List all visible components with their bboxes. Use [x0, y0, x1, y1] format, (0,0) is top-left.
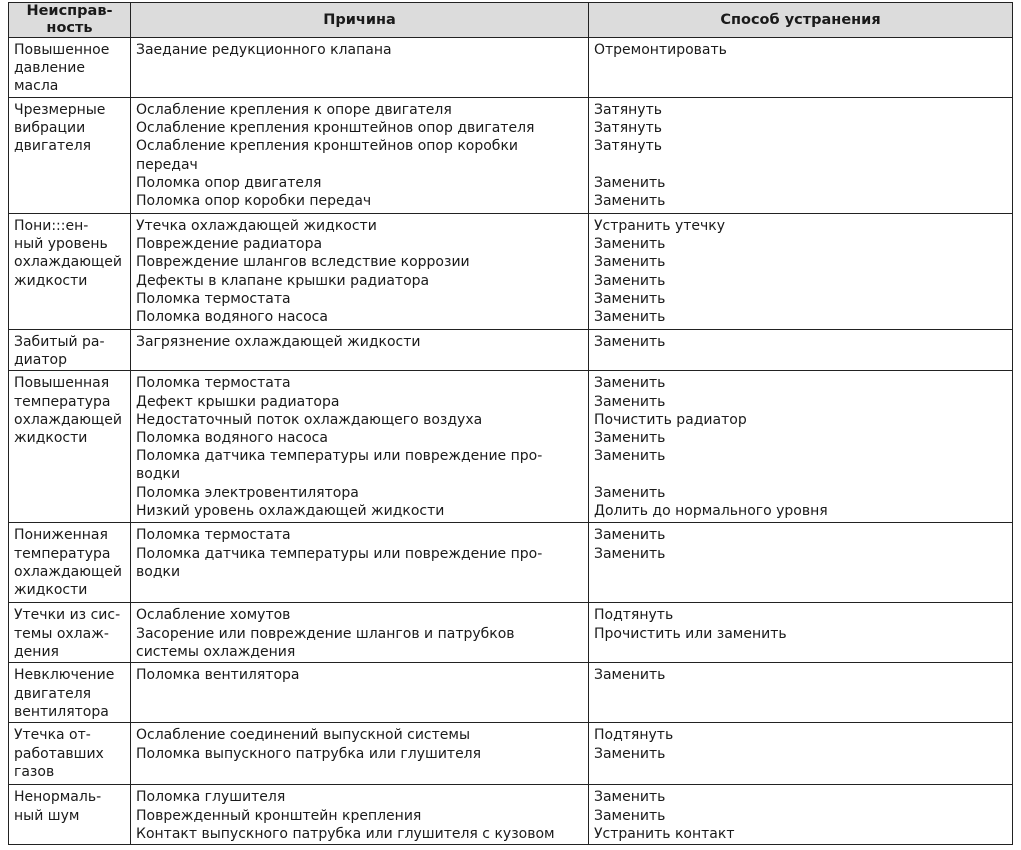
remedy-line: Заменить — [594, 375, 666, 392]
remedy-line: Прочистить или заменить — [594, 625, 787, 642]
table-row — [9, 98, 1013, 214]
remedy-line: Долить до нормального уровня — [594, 502, 828, 519]
cause-line: Ослабление крепления кронштейнов опор двигателя — [136, 120, 535, 137]
remedy-line — [594, 156, 1007, 174]
cause-line: Дефект крышки радиатора — [136, 393, 340, 410]
fault-line: Невключение — [14, 667, 115, 684]
remedy-line: Подтянуть — [594, 727, 674, 744]
remedy-line: Заменить — [594, 174, 666, 191]
fault-line: Повышенное — [14, 42, 110, 58]
cause-line: Ослабление хомутов — [136, 607, 291, 624]
remedy-cell — [589, 523, 1013, 603]
table-body — [9, 38, 1013, 845]
cause-line: Контакт выпускного патрубка или глушителя с кузовом — [136, 825, 555, 842]
remedy-cell — [589, 98, 1013, 214]
fault-cell — [9, 603, 131, 663]
cause-cell — [131, 785, 589, 845]
cause-line: Поломка опор коробки передач — [136, 193, 372, 210]
remedy-line: Заменить — [594, 334, 666, 350]
remedy-line: Заменить — [594, 254, 666, 271]
remedy-cell — [589, 663, 1013, 723]
table-row — [9, 371, 1013, 523]
remedy-cell — [589, 785, 1013, 845]
remedy-line: Затянуть — [594, 120, 662, 137]
fault-line: Повышенная — [14, 375, 110, 392]
cause-line: Заедание редукционного клапана — [136, 42, 392, 58]
remedy-line: Заменить — [594, 545, 666, 562]
remedy-line: Устранить контакт — [594, 825, 735, 842]
remedy-line — [594, 465, 1007, 483]
fault-line: темы охлаж- — [14, 625, 109, 642]
header-cause: Причина — [131, 3, 589, 38]
remedy-line: Заменить — [594, 430, 666, 447]
fault-line: Пони:::ен- — [14, 218, 89, 234]
cause-line: системы охлаждения — [136, 643, 296, 660]
fault-line: вентилятора — [14, 703, 109, 720]
fault-cell — [9, 214, 131, 330]
remedy-line: Заменить — [594, 789, 666, 806]
remedy-line: Заменить — [594, 236, 666, 253]
cause-line: Ослабление соединений выпускной системы — [136, 727, 471, 744]
troubleshooting-table — [8, 2, 1013, 845]
table-row — [9, 330, 1013, 371]
cause-cell — [131, 38, 589, 98]
cause-line: Поломка выпускного патрубка или глушителя — [136, 745, 482, 762]
remedy-line: Заменить — [594, 193, 666, 209]
cause-line: Утечка охлаждающей жидкости — [136, 218, 377, 234]
fault-line: охлаждающей — [14, 411, 122, 428]
remedy-cell — [589, 603, 1013, 663]
fault-line: температура — [14, 393, 111, 410]
remedy-line: Устранить утечку — [594, 218, 726, 234]
remedy-line: Заменить — [594, 290, 666, 307]
fault-line: охлаждающей — [14, 254, 122, 271]
fault-cell — [9, 523, 131, 603]
fault-cell — [9, 663, 131, 723]
fault-line: температура — [14, 545, 111, 562]
table-row — [9, 663, 1013, 723]
fault-line: двигателя — [14, 685, 92, 702]
remedy-cell — [589, 38, 1013, 98]
fault-line: работавших — [14, 745, 104, 762]
cause-line: Поломка термостата — [136, 290, 291, 307]
cause-line: Поломка глушителя — [136, 789, 286, 806]
cause-cell — [131, 371, 589, 523]
cause-line: Поломка термостата — [136, 375, 291, 392]
fault-line: жидкости — [14, 272, 88, 289]
cause-cell — [131, 603, 589, 663]
fault-line: масла — [14, 78, 59, 95]
remedy-line: Заменить — [594, 393, 666, 410]
fault-line: Чрезмерные — [14, 102, 106, 118]
remedy-line: Затянуть — [594, 138, 662, 155]
fault-line: вибрации — [14, 120, 86, 137]
table-row — [9, 523, 1013, 603]
remedy-line: Заменить — [594, 745, 666, 762]
table-row — [9, 214, 1013, 330]
fault-line: дения — [14, 643, 59, 660]
fault-line: Утечки из сис- — [14, 607, 121, 624]
remedy-line: Отремонтировать — [594, 42, 727, 58]
header-fault-line: Неисправ- ность — [26, 3, 113, 36]
fault-cell — [9, 723, 131, 785]
fault-cell — [9, 330, 131, 371]
cause-line: Поломка вентилятора — [136, 667, 300, 684]
fault-line: ный уровень — [14, 236, 108, 253]
table-row — [9, 603, 1013, 663]
fault-line: давление — [14, 60, 85, 77]
cause-line: водки — [136, 466, 181, 483]
fault-line: Пониженная — [14, 527, 108, 544]
cause-line: Поломка термостата — [136, 527, 291, 544]
fault-line: ный шум — [14, 807, 80, 824]
fault-line: охлаждающей — [14, 563, 122, 580]
fault-line: диатор — [14, 352, 67, 369]
remedy-cell — [589, 330, 1013, 371]
table-row — [9, 785, 1013, 845]
fault-line: газов — [14, 763, 55, 780]
remedy-cell — [589, 723, 1013, 785]
fault-line: Забитый ра- — [14, 334, 105, 350]
fault-line: жидкости — [14, 582, 88, 599]
header-remedy: Способ устранения — [589, 3, 1013, 38]
cause-line: Поломка датчика температуры или повреждение про- — [136, 545, 543, 562]
cause-line: Поврежденный кронштейн крепления — [136, 807, 422, 824]
cause-line: Поломка водяного насоса — [136, 430, 328, 447]
cause-cell — [131, 663, 589, 723]
cause-line: Засорение или повреждение шлангов и патрубков — [136, 625, 515, 642]
fault-line: Ненормаль- — [14, 789, 102, 806]
fault-cell — [9, 785, 131, 845]
cause-line: передач — [136, 156, 198, 173]
cause-line: Повреждение шлангов вследствие коррозии — [136, 254, 470, 271]
cause-line: Поломка опор двигателя — [136, 174, 322, 191]
remedy-line: Почистить радиатор — [594, 411, 747, 428]
cause-line: Повреждение радиатора — [136, 236, 323, 253]
cause-line: Поломка датчика температуры или повреждение про- — [136, 448, 543, 465]
cause-cell — [131, 98, 589, 214]
cause-line: Недостаточный поток охлаждающего воздуха — [136, 411, 483, 428]
cause-line: Низкий уровень охлаждающей жидкости — [136, 502, 445, 519]
cause-cell — [131, 523, 589, 603]
remedy-cell — [589, 371, 1013, 523]
remedy-line: Заменить — [594, 272, 666, 289]
cause-line: Ослабление крепления кронштейнов опор коробки — [136, 138, 518, 155]
remedy-line: Заменить — [594, 807, 666, 824]
remedy-line: Заменить — [594, 667, 666, 684]
cause-cell — [131, 723, 589, 785]
cause-line: Ослабление крепления к опоре двигателя — [136, 102, 452, 118]
fault-cell — [9, 38, 131, 98]
cause-line: Поломка электровентилятора — [136, 484, 359, 501]
cause-cell — [131, 330, 589, 371]
troubleshooting-table-container — [8, 2, 1012, 845]
remedy-line: Подтянуть — [594, 607, 674, 624]
table-row — [9, 38, 1013, 98]
cause-line: водки — [136, 563, 181, 580]
fault-line: двигателя — [14, 138, 92, 155]
header-fault — [9, 3, 131, 38]
remedy-cell — [589, 214, 1013, 330]
remedy-line: Заменить — [594, 484, 666, 501]
remedy-line: Заменить — [594, 527, 666, 544]
cause-line: Дефекты в клапане крышки радиатора — [136, 272, 430, 289]
fault-cell — [9, 371, 131, 523]
fault-cell — [9, 98, 131, 214]
fault-line: жидкости — [14, 430, 88, 447]
fault-line: Утечка от- — [14, 727, 91, 744]
cause-cell — [131, 214, 589, 330]
cause-line: Загрязнение охлаждающей жидкости — [136, 334, 421, 350]
cause-line: Поломка водяного насоса — [136, 309, 328, 326]
table-header-row — [9, 3, 1013, 38]
table-row — [9, 723, 1013, 785]
remedy-line: Заменить — [594, 448, 666, 465]
remedy-line: Заменить — [594, 309, 666, 326]
remedy-line: Затянуть — [594, 102, 662, 118]
